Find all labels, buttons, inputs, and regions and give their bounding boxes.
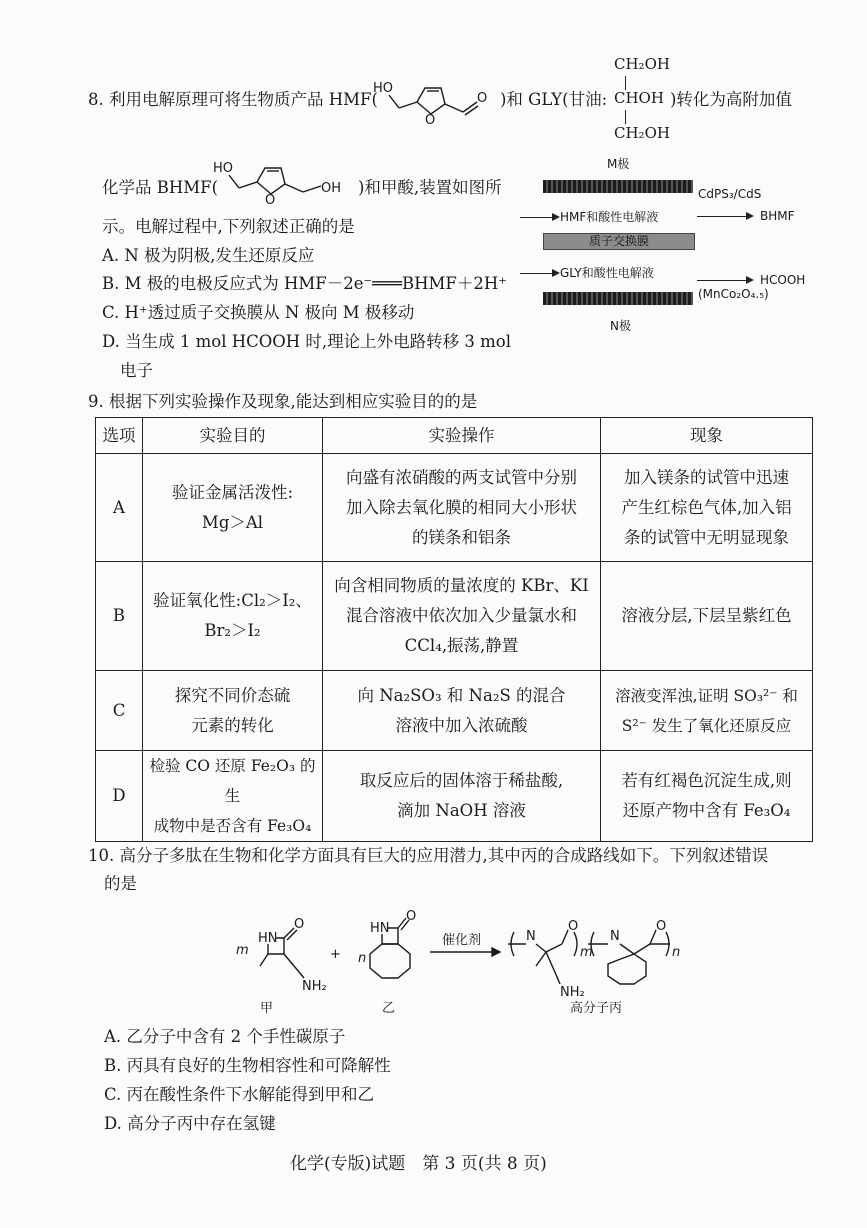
svg-text:O: O [406,910,417,924]
text-line: S²⁻ 发生了氧化还原反应 [621,716,792,735]
gly-top: CH₂OH [614,55,670,73]
inflow-bottom-label: GLY和酸性电解液 [560,266,654,280]
text-line: 产生红棕色气体,加入铝 [621,497,792,517]
text-line: Mg＞Al [201,512,264,532]
page-footer: 化学(专版)试题 第 3 页(共 8 页) [290,1154,547,1174]
row-a-operation [323,454,601,562]
row-a-option: A [96,454,143,562]
svg-text:N: N [610,929,620,944]
outflow-bottom-arrow [697,280,752,281]
svg-text:O: O [477,91,488,106]
svg-text:n: n [672,945,681,960]
svg-text:OH: OH [321,181,342,196]
proton-exchange-membrane: 质子交换膜 [543,233,695,250]
q8-option-b: B. M 极的电极反应式为 HMF－2e⁻═══BHMF＋2H⁺ [102,274,507,293]
header-purpose: 实验目的 [143,418,323,454]
row-c-phenomenon [601,671,813,751]
q8-line1-prefix: 8. 利用电解原理可将生物质产品 HMF( [88,90,378,109]
table-row [96,562,813,671]
row-c-operation [323,671,601,751]
text-line: 加入镁条的试管中迅速 [624,467,789,487]
svg-text:O: O [265,193,276,206]
outflow-top-arrow [697,216,752,217]
q10-option-b: B. 丙具有良好的生物相容性和可降解性 [104,1056,391,1075]
header-operation: 实验操作 [323,418,601,454]
text-line: 还原产物中含有 Fe₃O₄ [622,801,791,820]
header-phenomenon: 现象 [601,418,813,454]
q8-line1-suffix: )转化为高附加值 [670,90,792,109]
q8-option-a: A. N 极为阴极,发生还原反应 [102,246,315,265]
text-line: 探究不同价态硫 [174,685,291,705]
q9-table [95,417,813,842]
reaction-scheme [230,910,700,1020]
q8-line2-suffix: )和甲酸,装置如图所 [358,178,502,197]
text-line: 加入除去氧化膜的相同大小形状 [346,497,577,517]
text-line: 成物中是否含有 Fe₃O₄ [153,817,312,835]
catalyst-label: 催化剂 [442,933,482,948]
text-line: 溶液中加入浓硫酸 [395,715,528,735]
row-b-purpose [143,562,323,671]
gly-mid: CHOH [614,89,664,107]
row-c-option: C [96,671,143,751]
row-d-option: D [96,751,143,842]
text-line: 溶液变浑浊,证明 SO₃²⁻ 和 [615,686,798,705]
bhmf-structure [205,158,365,206]
electrolysis-apparatus [515,152,815,338]
text-line: 验证金属活泼性: [171,482,294,502]
n-catalyst-label: (MnCo₂O₄.₅) [698,287,769,301]
table-row [96,454,813,562]
gly-bond-2 [625,110,626,124]
text-line: 元素的转化 [191,715,274,735]
q10-stem-line2: 的是 [104,874,137,893]
svg-text:m: m [580,945,593,960]
n-electrode [543,292,693,305]
q9-stem: 9. 根据下列实验操作及现象,能达到相应实验目的的是 [88,392,478,411]
svg-text:O: O [425,113,436,126]
row-d-phenomenon [601,751,813,842]
q8-option-d-cont: 电子 [120,361,153,380]
q8-line3: 示。电解过程中,下列叙述正确的是 [102,217,355,236]
q10-stem-line1: 10. 高分子多肽在生物和化学方面具有巨大的应用潜力,其中丙的合成路线如下。下列叙述错误 [88,846,769,865]
text-line: 混合溶液中依次加入少量氯水和 [346,606,577,625]
text-line: 验证氧化性:Cl₂＞I₂、 [153,591,312,610]
table-row [96,751,813,842]
table-header-row [96,418,813,454]
text-line: 溶液分层,下层呈紫红色 [621,606,792,625]
svg-text:HN: HN [370,921,390,936]
header-option: 选项 [96,418,143,454]
plus-sign: + [330,947,341,962]
row-c-purpose [143,671,323,751]
text-line: 向盛有浓硝酸的两支试管中分别 [346,467,577,487]
text-line: 向含相同物质的量浓度的 KBr、KI [334,576,589,595]
row-d-operation [323,751,601,842]
row-b-phenomenon [601,562,813,671]
outflow-top-label: BHMF [760,209,795,223]
inflow-top-arrow [520,217,558,218]
text-line: 条的试管中无明显现象 [624,527,789,547]
label-yi: 乙 [382,1001,396,1016]
outflow-bottom-label: HCOOH [760,273,806,287]
q8-option-d: D. 当生成 1 mol HCOOH 时,理论上外电路转移 3 mol [102,332,512,351]
coef-n: n [358,951,367,966]
coef-m: m [236,943,249,958]
row-b-option: B [96,562,143,671]
svg-text:O: O [568,919,579,934]
q10-option-d: D. 高分子丙中存在氢键 [104,1114,276,1133]
text-line: 检验 CO 还原 Fe₂O₃ 的生 [149,757,316,805]
text-line: 若有红褐色沉淀生成,则 [621,771,792,790]
svg-text:HO: HO [373,81,394,96]
row-b-operation [323,562,601,671]
text-line: Br₂＞I₂ [204,621,261,640]
table-row [96,671,813,751]
label-bing: 高分子丙 [570,1001,623,1016]
label-jia: 甲 [260,1001,274,1016]
q8-line2-prefix: 化学品 BHMF( [102,178,219,197]
q8-option-c: C. H⁺透过质子交换膜从 N 极向 M 极移动 [102,303,415,322]
row-a-phenomenon [601,454,813,562]
q8-line1-mid: )和 GLY(甘油: [500,90,608,109]
svg-text:HO: HO [213,161,234,176]
m-electrode-label: M极 [607,157,630,171]
text-line: 滴加 NaOH 溶液 [397,801,526,820]
svg-text:N: N [526,929,536,944]
svg-text:O: O [294,917,305,932]
q10-option-c: C. 丙在酸性条件下水解能得到甲和乙 [104,1085,375,1104]
row-a-purpose [143,454,323,562]
text-line: 取反应后的固体溶于稀盐酸, [359,771,564,790]
text-line: 的镁条和铝条 [412,527,511,547]
hmf-structure [365,78,500,126]
gly-bot: CH₂OH [614,124,670,142]
svg-text:NH₂: NH₂ [302,979,327,994]
text-line: 向 Na₂SO₃ 和 Na₂S 的混合 [357,685,566,705]
svg-text:NH₂: NH₂ [560,985,585,1000]
svg-text:HN: HN [258,931,278,946]
n-electrode-label: N极 [610,319,631,333]
m-electrode [543,180,693,193]
text-line: CCl₄,振荡,静置 [404,636,519,655]
inflow-top-label: HMF和酸性电解液 [560,210,659,224]
m-catalyst-label: CdPS₃/CdS [698,187,762,201]
row-d-purpose [143,751,323,842]
q10-option-a: A. 乙分子中含有 2 个手性碳原子 [104,1027,346,1046]
svg-text:O: O [656,919,667,934]
inflow-bottom-arrow [520,273,558,274]
